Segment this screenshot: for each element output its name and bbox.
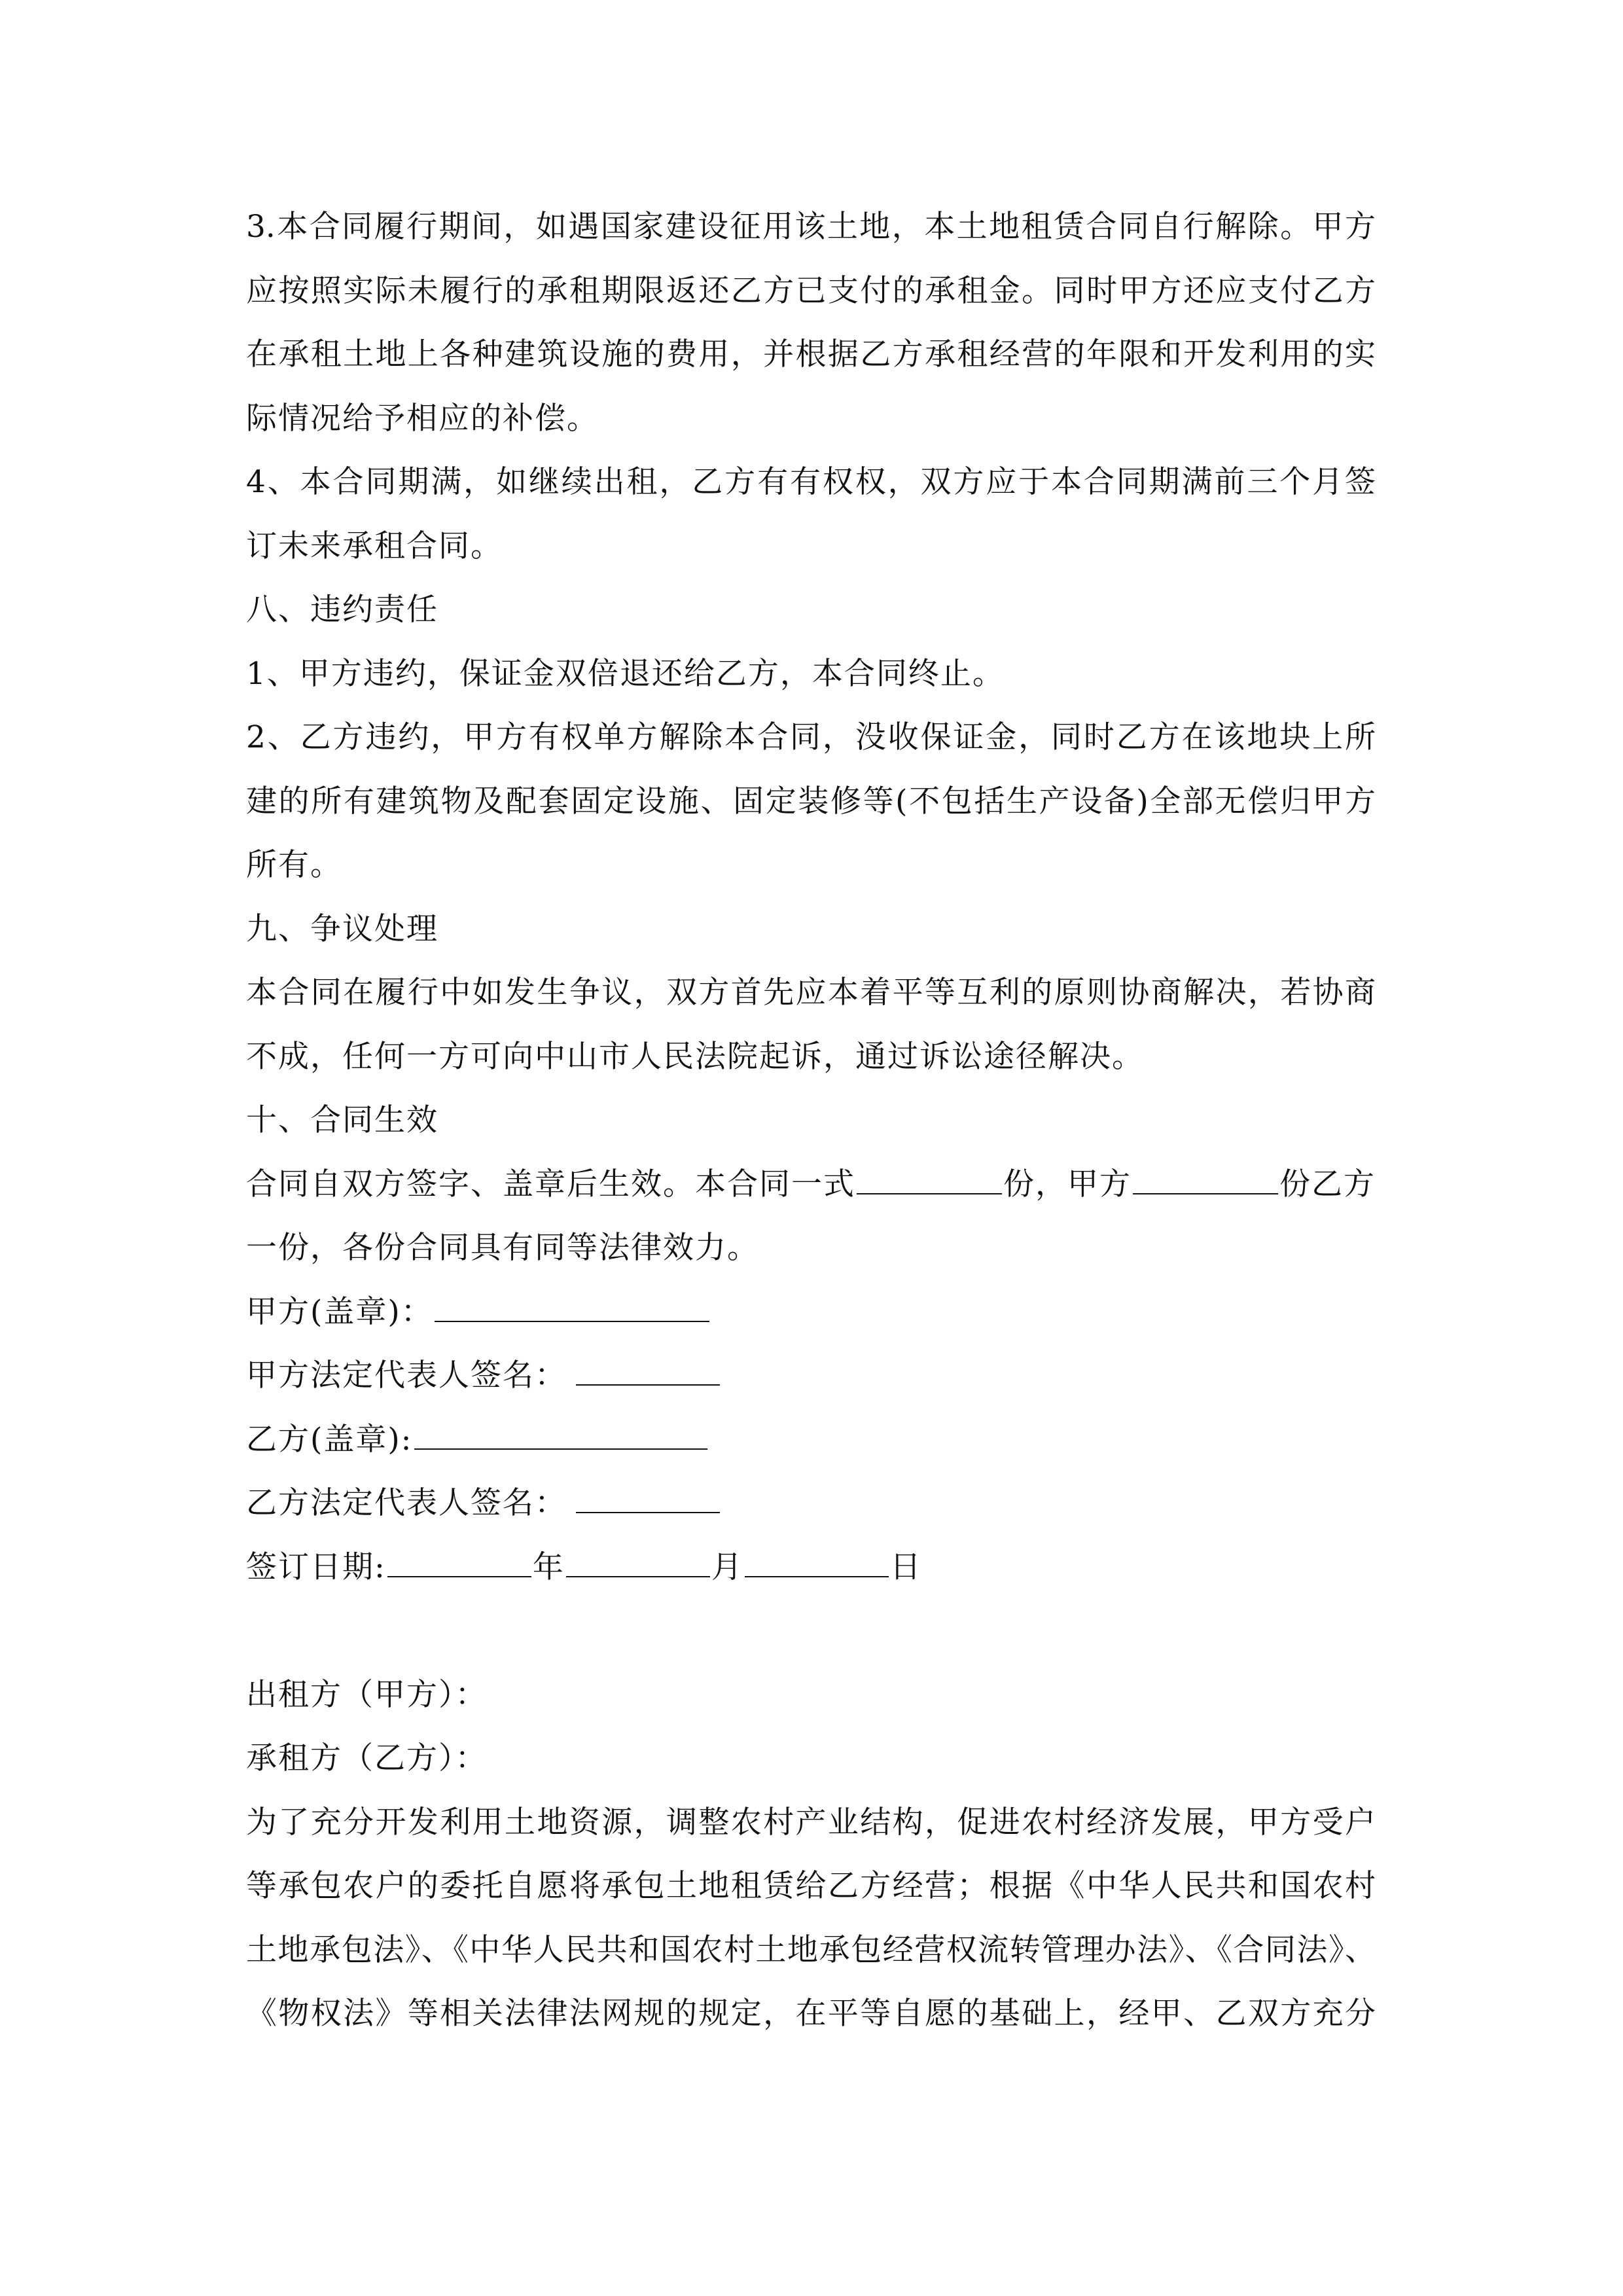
signature-line [246, 1344, 1385, 1408]
signature-line [246, 1408, 1385, 1472]
paragraph-line: 订未来承租合同。 [246, 528, 503, 564]
copies-party-a-field[interactable] [1133, 1193, 1278, 1194]
paragraph-line: 所有。 [246, 847, 342, 883]
clause-10-text-2: 份，甲方 [1003, 1166, 1132, 1202]
paragraph-line [246, 1153, 1385, 1217]
party-b-rep-label: 乙方法定代表人签名： [246, 1485, 567, 1521]
sign-date-label: 签订日期: [246, 1549, 386, 1585]
blank-line [246, 1599, 1385, 1663]
paragraph-line: 应按照实际未履行的承租期限返还乙方已支付的承租金。同时甲方还应支付乙方 [246, 272, 1376, 309]
clause-8-2 [246, 706, 1385, 897]
sign-year-field[interactable] [387, 1575, 531, 1577]
clause-8-1: 1、甲方违约，保证金双倍退还给乙方，本合同终止。 [246, 655, 1005, 692]
document-page [246, 195, 1385, 2046]
lessor-label: 出租方（甲方）： [246, 1676, 488, 1713]
clause-10-text-1: 合同自双方签字、盖章后生效。本合同一式 [246, 1166, 855, 1202]
signature-line [246, 1471, 1385, 1535]
party-b-rep-field[interactable] [576, 1511, 720, 1513]
paragraph-line: 4、本合同期满，如继续出租，乙方有有权权，双方应于本合同期满前三个月签 [246, 464, 1376, 500]
clause-10 [246, 1153, 1385, 1280]
paragraph-line: 等承包农户的委托自愿将承包土地租赁给乙方经营；根据《中华人民共和国农村 [246, 1868, 1376, 1904]
party-b-seal-label: 乙方(盖章): [246, 1421, 413, 1458]
section-heading-dispute: 九、争议处理 [246, 910, 438, 947]
copies-total-field[interactable] [857, 1193, 1002, 1194]
signature-line [246, 1280, 1385, 1344]
year-label: 年 [532, 1549, 565, 1585]
clause-9 [246, 961, 1385, 1088]
paragraph-line: 为了充分开发利用土地资源，调整农村产业结构，促进农村经济发展，甲方受户 [246, 1804, 1376, 1840]
next-contract [246, 1663, 1385, 2046]
sign-month-field[interactable] [566, 1575, 710, 1577]
party-b-seal-field[interactable] [414, 1448, 707, 1450]
paragraph-line: 一份，各份合同具有同等法律效力。 [246, 1230, 759, 1266]
paragraph-line: 2、乙方违约，甲方有权单方解除本合同，没收保证金，同时乙方在该地块上所 [246, 719, 1376, 755]
party-a-seal-label: 甲方(盖章)： [246, 1293, 433, 1330]
section-heading-effect: 十、合同生效 [246, 1102, 438, 1138]
paragraph-line: 在承租土地上各种建筑设施的费用，并根据乙方承租经营的年限和开发利用的实 [246, 336, 1376, 372]
paragraph-line: 建的所有建筑物及配套固定设施、固定装修等(不包括生产设备)全部无偿归甲方 [246, 783, 1376, 819]
lessee-label: 承租方（乙方）： [246, 1740, 488, 1776]
signature-block [246, 1280, 1385, 1600]
day-label: 日 [889, 1549, 922, 1585]
sign-day-field[interactable] [745, 1575, 889, 1577]
clause-10-text-3: 份乙方 [1279, 1166, 1376, 1202]
paragraph-line: 土地承包法》、《中华人民共和国农村土地承包经营权流转管理办法》、《合同法》、 [246, 1931, 1376, 1968]
party-a-rep-label: 甲方法定代表人签名： [246, 1357, 567, 1393]
month-label: 月 [711, 1549, 743, 1585]
paragraph-line: 本合同在履行中如发生争议，双方首先应本着平等互利的原则协商解决，若协商 [246, 975, 1376, 1011]
section-heading-breach: 八、违约责任 [246, 592, 438, 628]
paragraph-line: 不成，任何一方可向中山市人民法院起诉，通过诉讼途径解决。 [246, 1038, 1144, 1075]
paragraph-line: 《物权法》等相关法律法网规的规定，在平等自愿的基础上，经甲、乙双方充分 [246, 1996, 1376, 2032]
clause-7-4 [246, 450, 1385, 578]
paragraph-line: 3.本合同履行期间，如遇国家建设征用该土地，本土地租赁合同自行解除。甲方 [246, 209, 1376, 245]
signature-line [246, 1535, 1385, 1600]
paragraph-line: 际情况给予相应的补偿。 [246, 400, 599, 437]
clause-7-3 [246, 195, 1385, 450]
party-a-seal-field[interactable] [435, 1320, 709, 1322]
party-a-rep-field[interactable] [576, 1384, 720, 1386]
